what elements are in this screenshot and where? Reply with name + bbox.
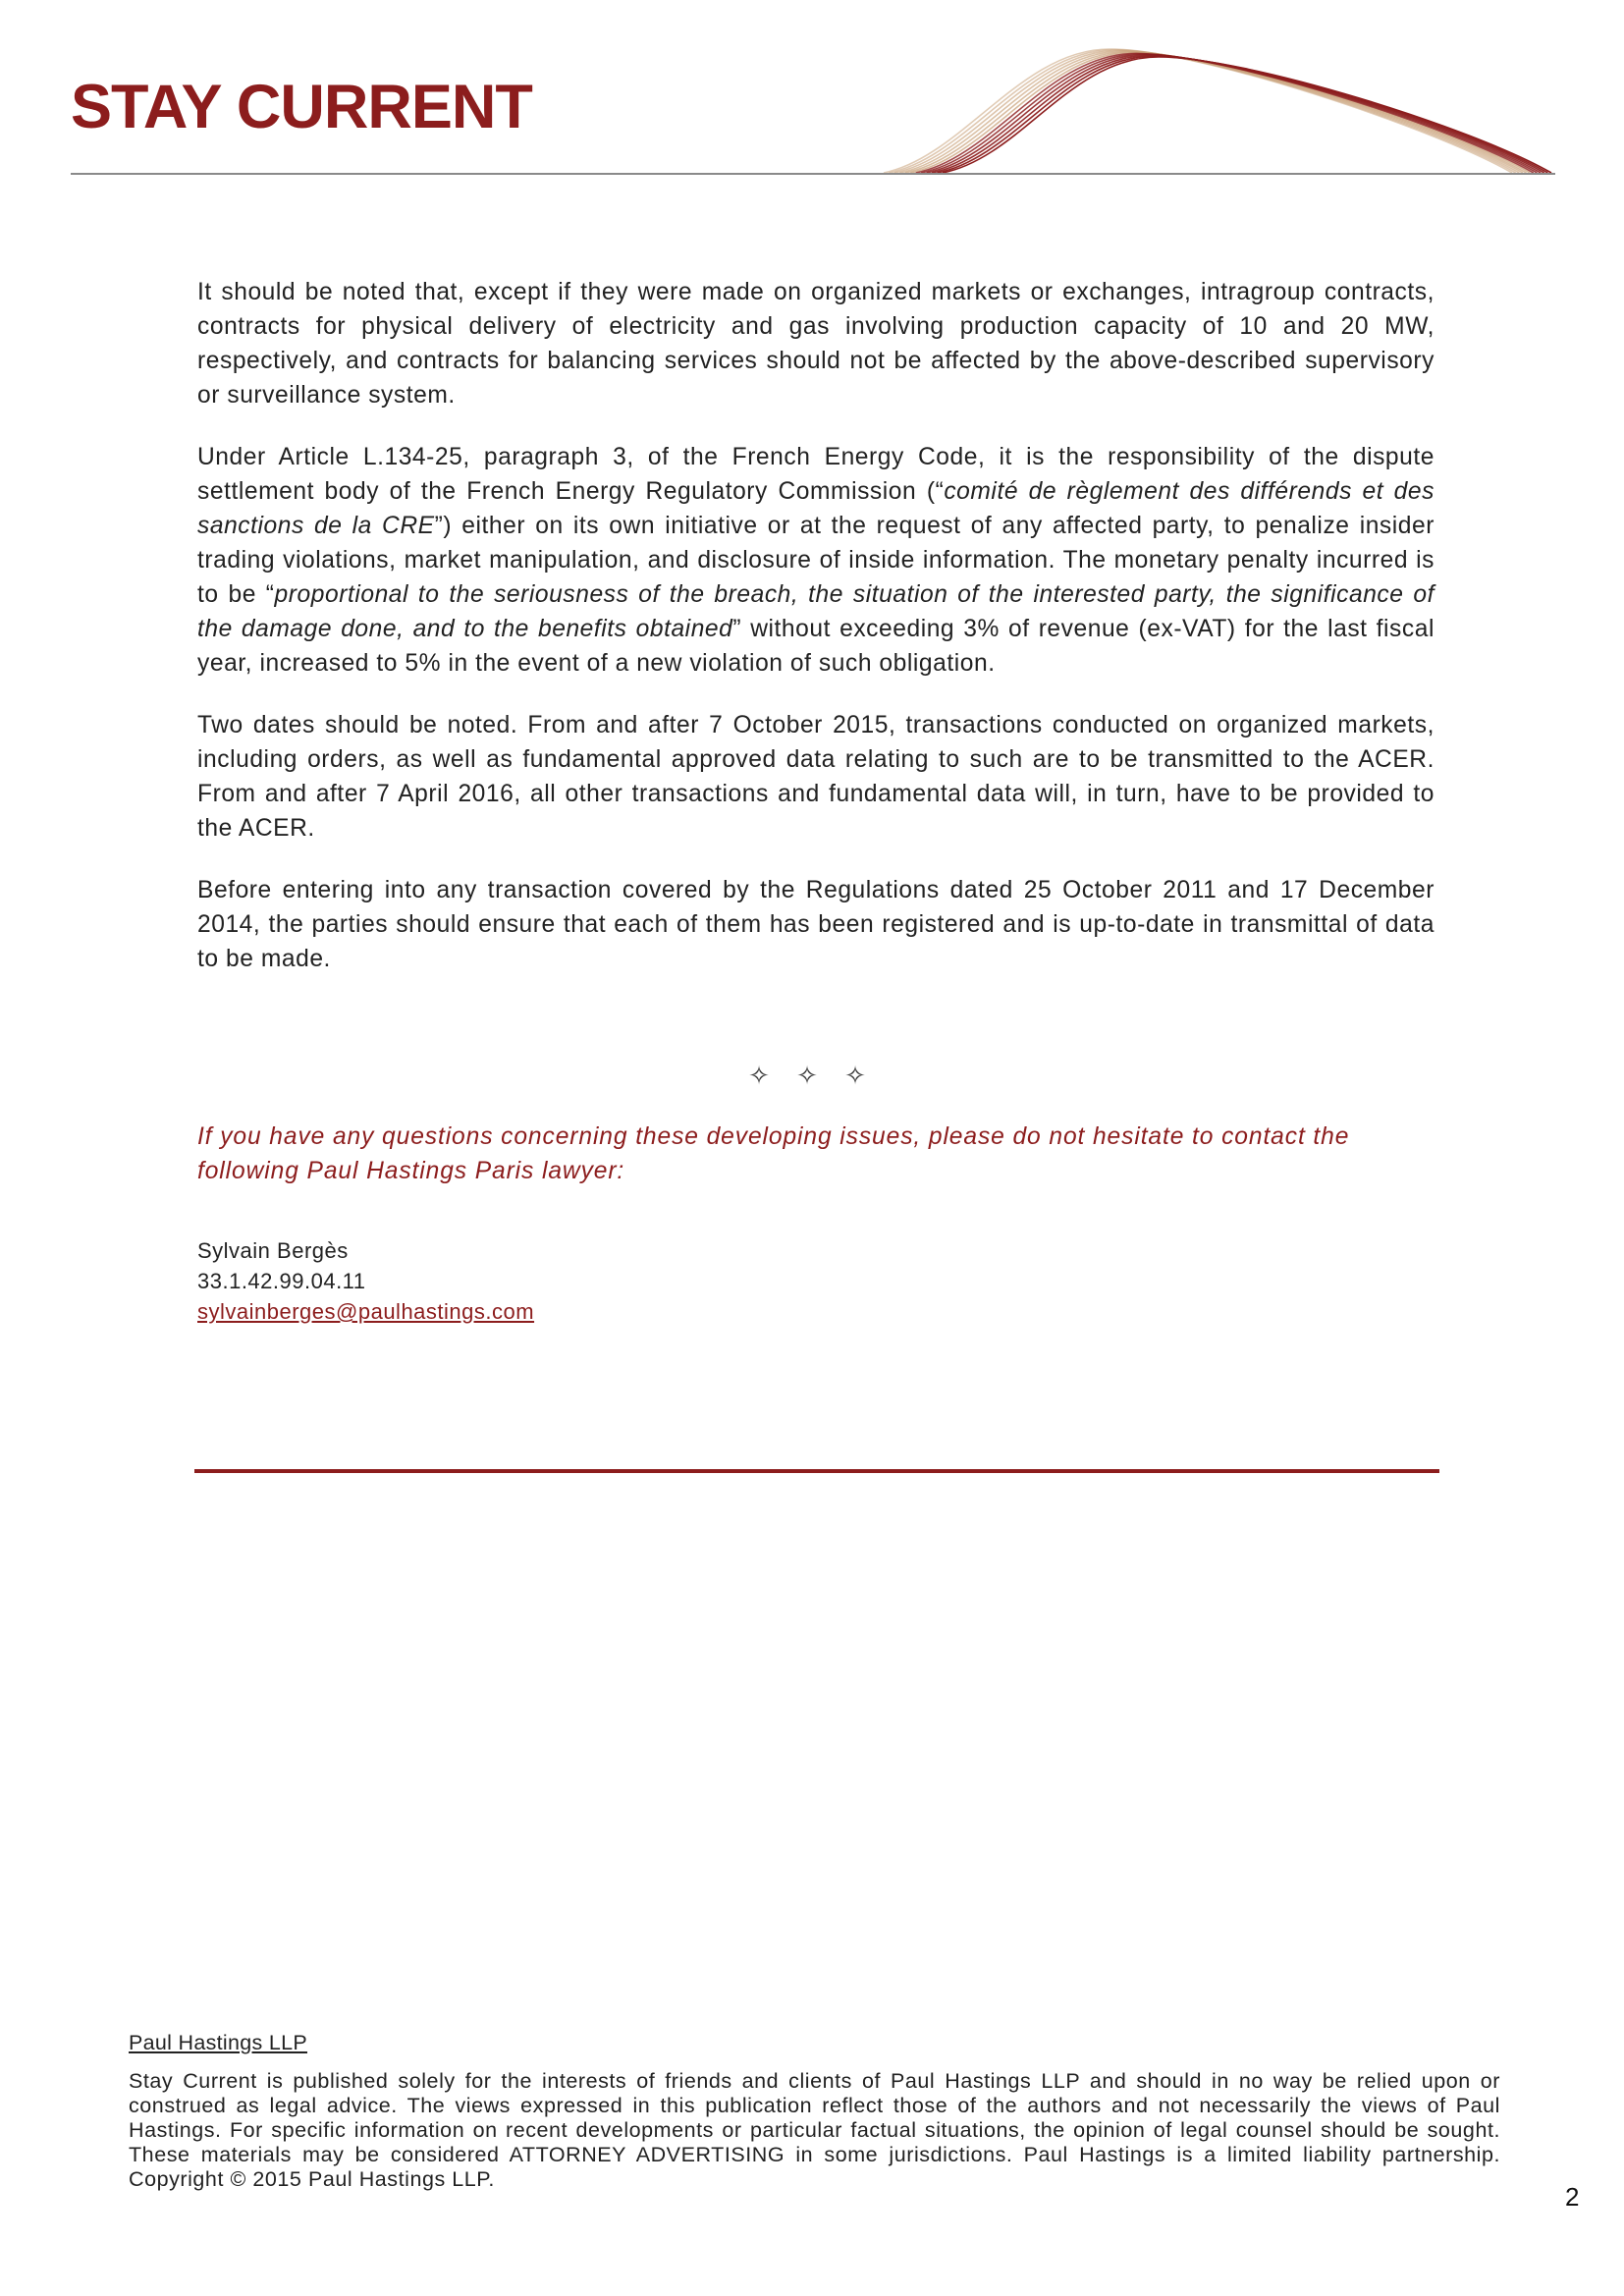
paragraph-dates: Two dates should be noted. From and after 7 October 2015, transactions conducted on organized markets, including orders, as well as fundamental approved data relating to such are to be transmitted to the ACER. From and after 7 April 2016, all other transactions and fundamental data will, in turn, have to be provided to the ACER. xyxy=(197,712,1435,842)
footer-disclaimer: Stay Current is published solely for the interests of friends and clients of Paul Hastings LLP and should in no way be relied upon or construed as legal advice. The views expressed in this publication reflect those of the authors and not necessarily the views of Paul Hastings. For specific information on recent developments or particular factual situations, the opinion of legal counsel should be sought. These materials may be considered ATTORNEY ADVERTISING in some jurisdictions. Paul Hastings is a limited liability partnership. Copyright © 2015 Paul Hastings LLP. xyxy=(129,2069,1500,2191)
page-header xyxy=(0,0,1624,196)
french-body-name: comité de règlement des différends et des sanctions de la CRE xyxy=(197,478,1435,539)
contact-block xyxy=(197,1235,534,1327)
page-footer xyxy=(129,2031,1500,2192)
page-number: 2 xyxy=(1565,2182,1580,2212)
paragraph-registration: Before entering into any transaction covered by the Regulations dated 25 October 2011 and 17 December 2014, the parties should ensure that each of them has been registered and is up-to-date in transmittal of data to be made. xyxy=(197,877,1435,972)
paragraph-penalties: Under Article L.134-25, paragraph 3, of the French Energy Code, it is the responsibility of the dispute settlement body of the French Energy Regulatory Commission (“comité de règlement des différends et des sanctions de la CRE”) either on its own initiative or at the request of any affected party, to penalize insider trading violations, market manipulation, and disclosure of inside information. The monetary penalty incurred is to be “proportional to the seriousness of the breach, the situation of the interested party, the significance of the damage done, and to the benefits obtained” without exceeding 3% of revenue (ex-VAT) for the last fiscal year, increased to 5% in the event of a new violation of such obligation. xyxy=(197,444,1435,677)
brand-logo-text: STAY CURRENT xyxy=(71,73,532,141)
contact-name: Sylvain Bergès xyxy=(197,1238,349,1263)
wave-line xyxy=(910,53,1530,173)
wave-line xyxy=(905,52,1527,173)
section-divider xyxy=(194,1469,1439,1473)
contact-prompt: If you have any questions concerning these developing issues, please do not hesitate to contact the following Paul Hastings Paris lawyer: xyxy=(197,1123,1350,1184)
paragraph-exemptions: It should be noted that, except if they were made on organized markets or exchanges, intragroup contracts, contracts for physical delivery of electricity and gas involving production capacity of 10 and 20 MW, respectively, and contracts for balancing services should not be affected by the above-described supervisory or surveillance system. xyxy=(197,279,1435,409)
contact-email-link[interactable]: sylvainberges@paulhastings.com xyxy=(197,1299,535,1324)
header-rule xyxy=(71,173,1555,175)
wave-lines-decoration xyxy=(874,39,1561,177)
section-separator: ✧ ✧ ✧ xyxy=(748,1061,876,1090)
wave-line xyxy=(916,53,1534,173)
penalty-quote: proportional to the seriousness of the breach, the situation of the interested party, the significance of the damage done, and to the benefits obtained xyxy=(197,581,1435,642)
wave-line xyxy=(899,51,1523,173)
contact-phone: 33.1.42.99.04.11 xyxy=(197,1269,366,1293)
footer-firm-link[interactable]: Paul Hastings LLP xyxy=(129,2031,307,2054)
article-body xyxy=(197,275,1435,1004)
